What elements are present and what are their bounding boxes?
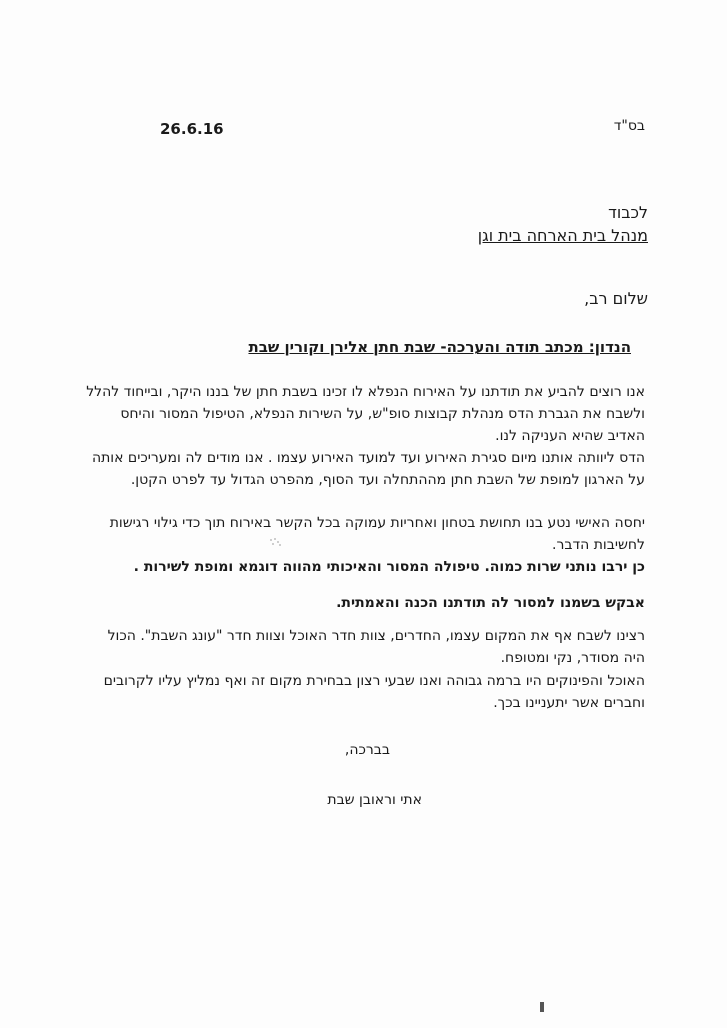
body-paragraph: יחסה האישי נטע בנו תחושת בטחון ואחריות עמוקה בכל הקשר באירוח תוך כדי גילוי רגישות לחשיבות הדבר. <box>109 515 645 553</box>
body-paragraph-emphasis: אבקש בשמנו למסור לה תודתנו הכנה והאמתית. <box>336 595 645 611</box>
recipient-organization: מנהל בית הארחה בית וגן <box>477 226 648 245</box>
besiyata-dishmaya-mark: בס"ד <box>613 118 645 134</box>
greeting: שלום רב, <box>584 289 648 308</box>
scan-speck-mark <box>540 1002 544 1012</box>
letter-date: 26.6.16 <box>160 120 224 138</box>
recipient-salutation: לכבוד <box>608 203 648 222</box>
body-paragraph: רצינו לשבח אף את המקום עצמו, החדרים, צוות חדר האוכל וצוות חדר "עונג השבת". הכול היה מסודר, נקי ומטופח. <box>107 628 645 666</box>
body-paragraph-emphasis: כן ירבו נותני שרות כמוה. טיפולה המסור והאיכותי מהווה דוגמא ומופת לשירות . <box>133 559 645 575</box>
body-paragraph: הדס ליוותה אותנו מיום סגירת האירוע ועד למועד האירוע עצמו . אנו מודים לה ומעריכים אותה על הארגון למופת של השבת חתן מההתחלה ועד הסוף, מהפרט הגדול עד לפרט הקטן. <box>91 450 645 488</box>
body-paragraph: אנו רוצים להביע את תודתנו על האירוח הנפלא לו זכינו בשבת חתן של בננו היקר, ובייחוד להלל ולשבח את הגברת הדס מנהלת קבוצות סופ"ש, על השירות הנפלא, הטיפול המסור והיחס האדיב שהיא העניקה לנו. <box>86 384 645 444</box>
signature: אתי וראובן שבת <box>327 792 422 808</box>
letter-subject: הנדון: מכתב תודה והערכה- שבת חתן אלירן וקורין שבת <box>248 338 631 356</box>
closing: בברכה, <box>344 742 390 758</box>
scan-smudge-mark <box>268 537 282 547</box>
body-paragraph: האוכל והפינוקים היו ברמה גבוהה ואנו שבעי רצון בבחירת מקום זה ואף נמליץ עליו לקרובים וחברים אשר יתעניינו בכך. <box>103 673 645 711</box>
